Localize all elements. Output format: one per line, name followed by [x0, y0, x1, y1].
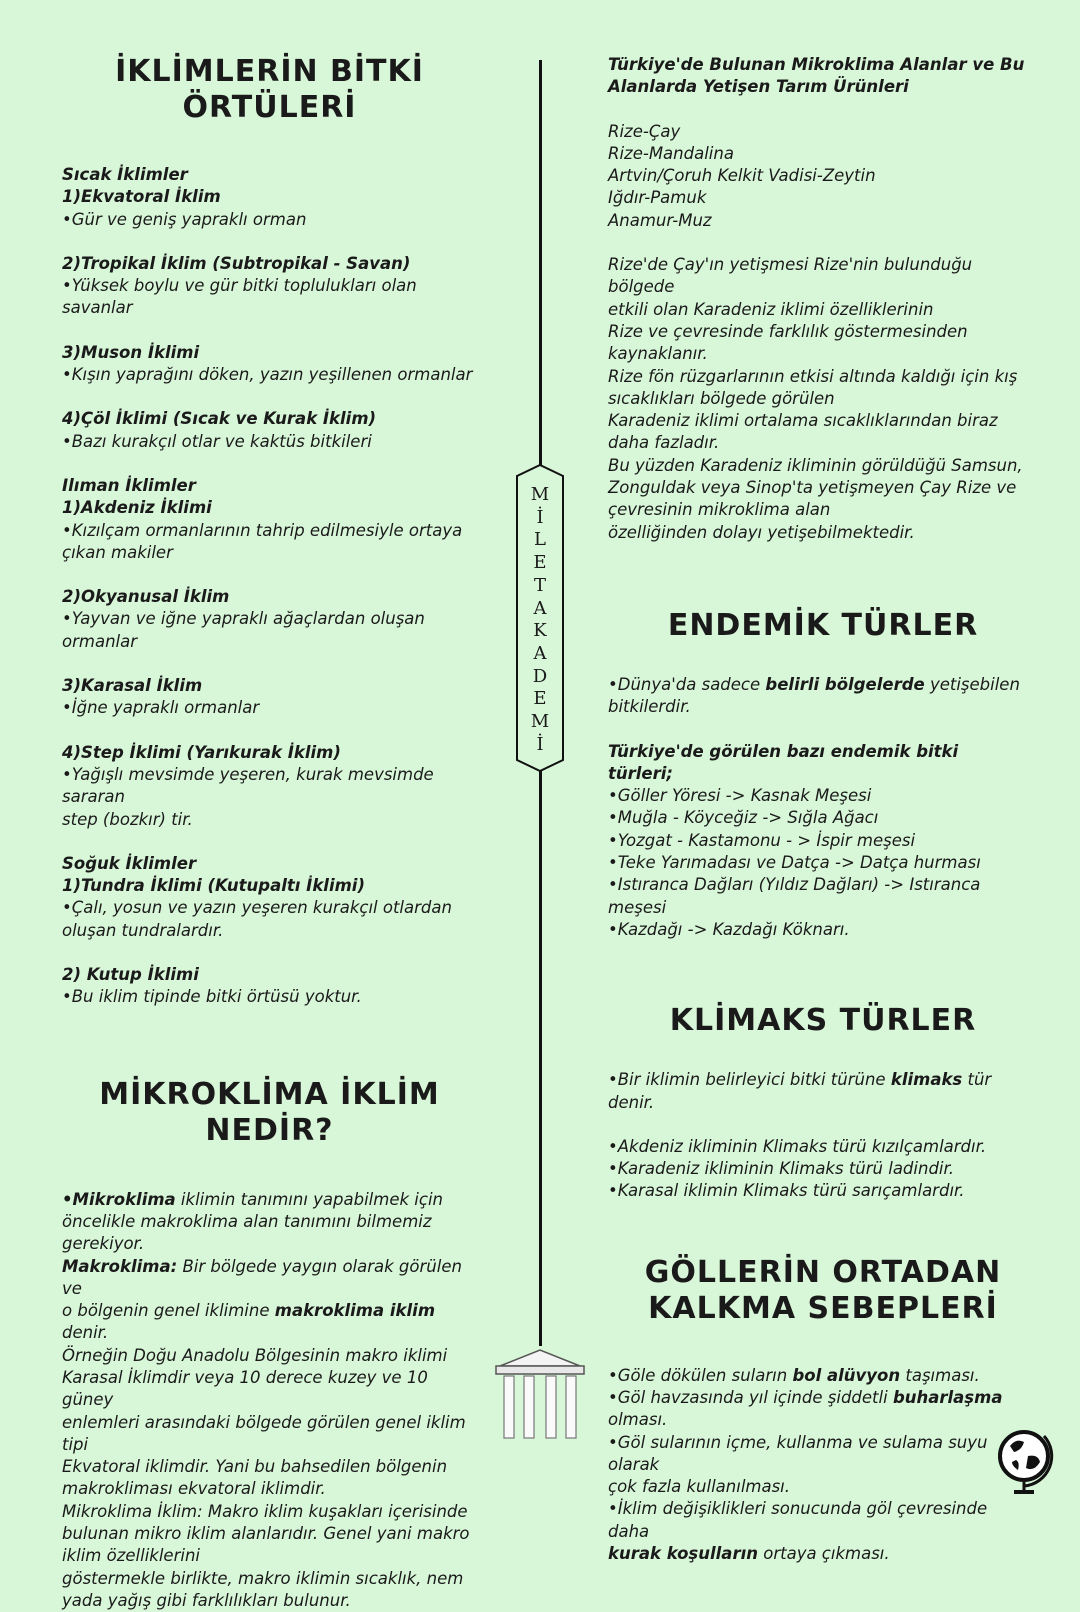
micro-p1-rest: iklimin tanımını yapabilmek için [175, 1189, 443, 1209]
climate-item [62, 586, 477, 653]
lake-r1-b: taşıması. [900, 1365, 980, 1385]
brand-letter: K [533, 620, 547, 642]
climax-item: •Akdeniz ikliminin Klimaks türü kızılçamlardır. [608, 1136, 987, 1156]
lake-reason-2 [608, 1387, 1028, 1409]
endemic-item: •Yozgat - Kastamonu - > İspir meşesi [608, 830, 916, 850]
lake-r1-bold: bol alüvyon [792, 1365, 901, 1385]
climate-vegetation: •Yüksek boylu ve gür bitki toplulukları olan savanlar [62, 276, 417, 318]
lakes-reasons [608, 1365, 1028, 1566]
vegetation-title-line2: ÖRTÜLERİ [182, 90, 357, 125]
climate-vegetation: •Çalı, yosun ve yazın yeşeren kurakçıl otlardan [62, 898, 452, 918]
micro-line: gerekiyor. [62, 1234, 145, 1254]
micro-area-item: Rize-Mandalina [608, 143, 734, 163]
rize-line: Rize fön rüzgarlarının etkisi altında kaldığı için kış [608, 366, 1018, 386]
lake-r1-a: •Göle dökülen suların [608, 1365, 793, 1385]
lakes-title-line1: GÖLLERİN ORTADAN [644, 1254, 1002, 1290]
section-title-lakes [588, 1255, 1058, 1327]
endemic-def-line1 [608, 674, 1028, 696]
macro-a: o bölgenin genel iklimine [62, 1301, 275, 1321]
micro-areas-title-line: Alanlarda Yetişen Tarım Ürünleri [608, 77, 909, 97]
brand-letter: L [534, 529, 546, 551]
micro-area-item: Anamur-Muz [608, 210, 712, 230]
endemic-def-b: yetişebilen [924, 674, 1020, 694]
section-title-vegetation [32, 54, 507, 126]
lake-reason-4-cont [608, 1543, 1028, 1565]
rize-line: özelliğinden dolayı yetişebilmektedir. [608, 522, 915, 542]
brand-letter: M [530, 484, 550, 505]
warm-heading: Sıcak İklimler [62, 165, 188, 184]
brand-letter: E [533, 552, 547, 574]
micro-area-item: Artvin/Çoruh Kelkit Vadisi-Zeytin [608, 166, 876, 186]
lake-reason-2-cont: olması. [608, 1410, 668, 1430]
cold-heading: Soğuk İklimler [62, 853, 197, 873]
macro-line: Karasal İklimdir veya 10 derece kuzey ve 10 güney [62, 1367, 428, 1410]
macro-line: enlemleri arasındaki bölgede görülen genel iklim tipi [62, 1412, 466, 1454]
climate-item [62, 342, 477, 387]
brand-label [516, 464, 564, 772]
macro-line: iklim özelliklerini [62, 1546, 200, 1566]
climate-name: 3)Muson İklimi [62, 342, 200, 362]
brand-letter: A [533, 597, 547, 619]
lake-reason-1 [608, 1365, 1028, 1387]
climax-item: •Karasal iklimin Klimaks türü sarıçamlardır. [608, 1181, 965, 1201]
rize-line: Rize ve çevresinde farklılık göstermesinden [608, 321, 968, 341]
endemic-def-a: •Dünya'da sadece [608, 674, 766, 694]
macro-line: Ekvatoral iklimdir. Yani bu bahsedilen bölgenin [62, 1457, 448, 1477]
climax-list [608, 1136, 1028, 1203]
brand-letters [516, 484, 564, 756]
climate-vegetation: •Yağışlı mevsimde yeşeren, kurak mevsimde sararan [62, 764, 434, 807]
climate-name: 3)Karasal İklim [62, 676, 203, 696]
climate-item [62, 964, 477, 1009]
lake-r4-b: ortaya çıkması. [757, 1544, 890, 1564]
climate-item [62, 408, 477, 453]
lake-reason-3: •Göl sularının içme, kullanma ve sulama suyu olarak [608, 1432, 988, 1474]
climate-vegetation: •Bazı kurakçıl otlar ve kaktüs bitkileri [62, 431, 372, 451]
climate-item [62, 875, 477, 942]
brand-letter: İ [536, 506, 544, 528]
endemic-def-bold: belirli bölgelerde [765, 674, 925, 694]
micro-area-item: Rize-Çay [608, 121, 681, 141]
microclimate-list [608, 121, 1028, 232]
brand-letter: D [532, 665, 548, 687]
climax-item: •Karadeniz ikliminin Klimaks türü ladindir. [608, 1159, 955, 1179]
climate-name: 2) Kutup İklimi [62, 965, 199, 985]
warm-climates [62, 164, 477, 453]
temple-icon [492, 1346, 588, 1444]
climate-vegetation: •Yayvan ve iğne yapraklı ağaçlardan oluşan [62, 609, 425, 629]
climate-vegetation: •Kışın yaprağını döken, yazın yeşillenen ormanlar [62, 365, 473, 385]
section-title-climax: KLİMAKS TÜRLER [669, 1003, 977, 1039]
macro-line: Mikroklima İklim: Makro iklim kuşakları içerisinde [62, 1501, 468, 1521]
macro-line: bulunan mikro iklim alanlarıdır. Genel yani makro [62, 1524, 470, 1544]
climax-def-bold: klimaks [890, 1070, 963, 1090]
climate-vegetation: •Bu iklim tipinde bitki örtüsü yoktur. [62, 987, 362, 1007]
lake-reason-4: •İklim değişiklikleri sonucunda göl çevresinde daha [608, 1499, 988, 1541]
endemic-item: •Kazdağı -> Kazdağı Köknarı. [608, 919, 850, 939]
endemic-item: meşesi [608, 897, 667, 917]
micro-line: öncelikle makroklima alan tanımını bilmemiz [62, 1211, 432, 1231]
climate-name: 4)Step İklimi (Yarıkurak İklim) [62, 742, 341, 762]
endemic-list [608, 785, 1028, 941]
macro-rest: Bir bölgede yaygın olarak görülen ve [62, 1256, 462, 1298]
climate-name: 2)Okyanusal İklim [62, 587, 230, 607]
temperate-heading: Ilıman İklimler [62, 475, 196, 495]
rize-line: Rize'de Çay'ın yetişmesi Rize'nin bulunduğu bölgede [608, 255, 973, 297]
left-column [62, 52, 477, 1612]
brand-letter: İ [536, 733, 544, 755]
macro-term-2: makroklima iklim [274, 1301, 436, 1321]
microclimate-areas-title [608, 54, 1028, 99]
endemic-subtitle: Türkiye'de görülen bazı endemik bitki türleri; [608, 741, 959, 783]
rize-line: Zonguldak veya Sinop'ta yetişmeyen Çay Rize ve [608, 478, 1017, 498]
climate-vegetation: çıkan makiler [62, 542, 173, 562]
climate-item [62, 742, 477, 831]
rize-line: daha fazladır. [608, 433, 720, 453]
section-title-microclimate [32, 1077, 507, 1149]
climate-name: 1)Tundra İklimi (Kutupaltı İklimi) [62, 876, 365, 896]
endemic-definition [608, 674, 1028, 719]
lake-reason-3: çok fazla kullanılması. [608, 1477, 791, 1497]
climate-vegetation: step (bozkır) tir. [62, 809, 193, 829]
macro-definition-2 [62, 1300, 477, 1345]
endemic-item: •Muğla - Köyceğiz -> Sığla Ağacı [608, 808, 879, 828]
climate-name: 1)Ekvatoral İklim [62, 187, 221, 207]
brand-letter: E [533, 688, 547, 710]
climate-vegetation: oluşan tundralardır. [62, 920, 224, 940]
endemic-item: •Teke Yarımadası ve Datça -> Datça hurması [608, 853, 981, 873]
macro-line: göstermekle birlikte, makro iklimin sıcaklık, nem [62, 1568, 464, 1588]
micro-areas-title-line: Türkiye'de Bulunan Mikroklima Alanlar ve Bu [608, 55, 1025, 74]
right-column [608, 54, 1028, 1565]
divider-line-top [539, 60, 542, 466]
rize-paragraph [608, 254, 1028, 544]
lake-r4-bold: kurak koşulların [608, 1544, 758, 1564]
climate-vegetation: •Kızılçam ormanlarının tahrip edilmesiyle ortaya [62, 520, 463, 540]
climate-vegetation: •İğne yapraklı ormanlar [62, 698, 260, 718]
microclimate-text [62, 1189, 477, 1612]
climate-item [62, 497, 477, 564]
rize-line: sıcaklıkları bölgede görülen [608, 388, 835, 408]
endemic-item: •Istıranca Dağları (Yıldız Dağları) -> Istıranca [608, 875, 981, 895]
brand-letter: T [533, 574, 546, 596]
divider-line-bottom [539, 770, 542, 1346]
micro-area-item: Iğdır-Pamuk [608, 188, 707, 208]
lake-r2-bold: buharlaşma [892, 1387, 1003, 1407]
rize-line: Bu yüzden Karadeniz ikliminin görüldüğü Samsun, [608, 455, 1023, 475]
macro-line: Örneğin Doğu Anadolu Bölgesinin makro iklimi [62, 1345, 448, 1365]
rize-line: çevresinin mikroklima alan [608, 500, 831, 520]
cold-climates [62, 853, 477, 1009]
macro-b: denir. [62, 1323, 109, 1343]
temperate-climates [62, 475, 477, 831]
lake-r2-a: •Göl havzasında yıl içinde şiddetli [608, 1387, 893, 1407]
climax-def-b: tür denir. [608, 1070, 992, 1112]
climate-item [62, 253, 477, 320]
macro-line: makrokliması ekvatoral iklimdir. [62, 1479, 326, 1499]
rize-line: Karadeniz iklimi ortalama sıcaklıklarından biraz [608, 411, 998, 431]
macro-line: yada yağış gibi farklılıkları bulunur. [62, 1590, 351, 1610]
micro-title-line2: NEDİR? [205, 1112, 334, 1148]
micro-title-line1: MİKROKLİMA İKLİM [99, 1076, 440, 1112]
climate-item [62, 675, 477, 720]
micro-term: •Mikroklima [62, 1189, 176, 1209]
climate-name: 1)Akdeniz İklimi [62, 498, 212, 518]
rize-line: kaynaklanır. [608, 344, 708, 364]
endemic-item: •Göller Yöresi -> Kasnak Meşesi [608, 786, 872, 806]
macro-definition [62, 1256, 477, 1301]
lakes-title-line2: KALKMA SEBEPLERİ [648, 1290, 998, 1326]
rize-line: etkili olan Karadeniz iklimi özelliklerinin [608, 299, 934, 319]
climate-name: 2)Tropikal İklim (Subtropikal - Savan) [62, 253, 411, 273]
climate-name: 4)Çöl İklimi (Sıcak ve Kurak İklim) [62, 409, 377, 429]
brand-letter: A [533, 642, 547, 664]
climax-def-a: •Bir iklimin belirleyici bitki türüne [608, 1070, 891, 1090]
section-title-endemic: ENDEMİK TÜRLER [667, 607, 979, 643]
brand-letter: M [530, 711, 550, 733]
climate-vegetation: •Gür ve geniş yapraklı orman [62, 209, 307, 229]
endemic-def-line2: bitkilerdir. [608, 697, 691, 717]
climate-item [62, 186, 477, 231]
globe-icon [994, 1426, 1056, 1496]
vegetation-title-line1: İKLİMLERİN BİTKİ [115, 54, 424, 89]
climax-definition [608, 1069, 1028, 1114]
macro-term: Makroklima: [62, 1256, 178, 1276]
climate-vegetation: ormanlar [62, 631, 137, 651]
micro-p1 [62, 1189, 477, 1211]
